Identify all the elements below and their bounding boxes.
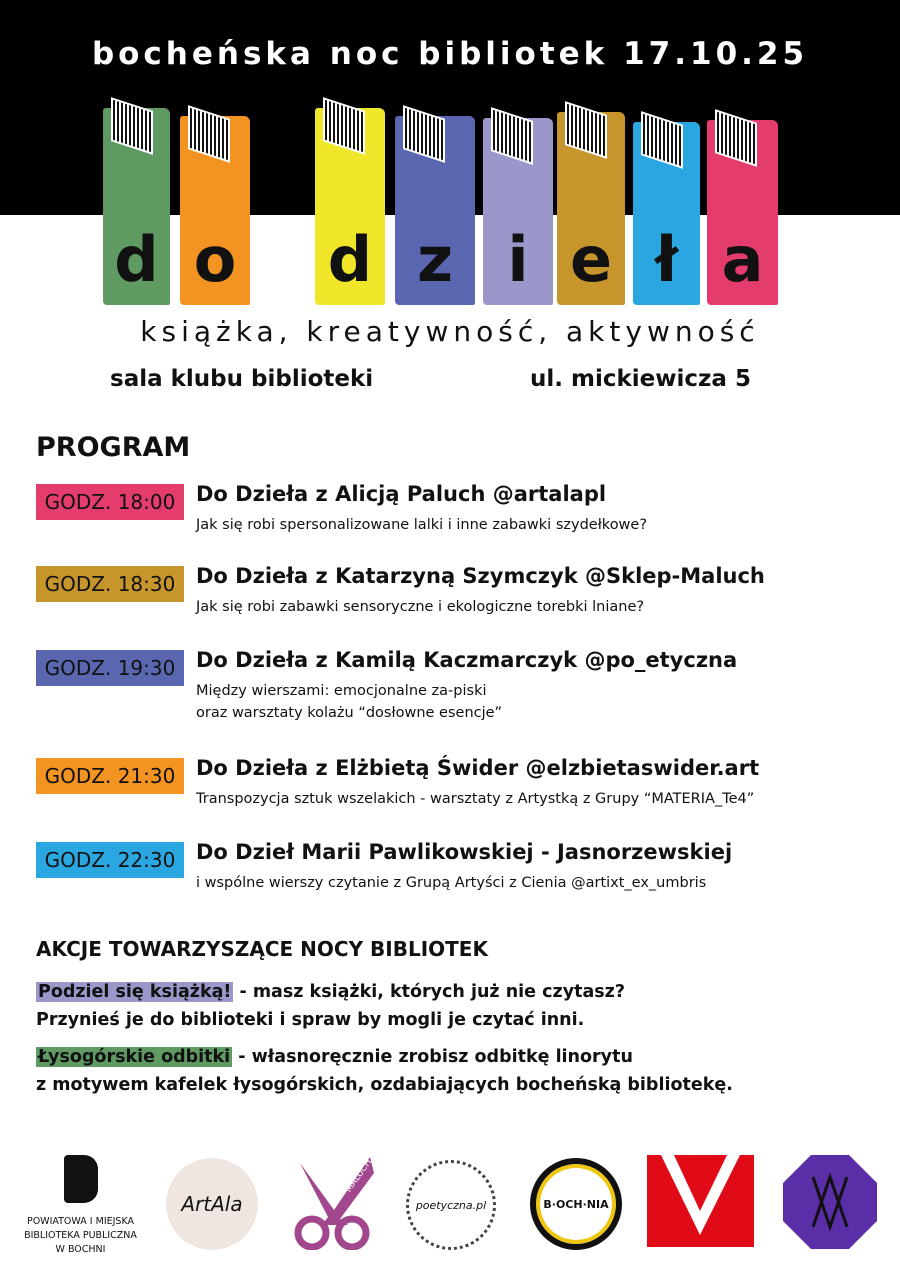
time-badge: GODZ. 21:30 <box>36 758 184 794</box>
logo-letter: d <box>114 223 159 296</box>
session-title: Do Dzieł Marii Pawlikowskiej - Jasnorzewskiej <box>196 840 733 864</box>
time-badge: GODZ. 19:30 <box>36 650 184 686</box>
monogram-icon <box>783 1155 877 1249</box>
session-description: Jak się robi spersonalizowane lalki i inne zabawki szydełkowe? <box>196 517 648 533</box>
session-description: Transpozycja sztuk wszelakich - warsztaty z Artystką z Grupy “MATERIA_Te4” <box>196 791 755 807</box>
time-badge: GODZ. 22:30 <box>36 842 184 878</box>
event-title: bocheńska noc bibliotek 17.10.25 <box>91 36 809 72</box>
library-emblem-icon <box>64 1155 98 1203</box>
program-heading: PROGRAM <box>36 432 191 463</box>
actions-heading: AKCJE TOWARZYSZĄCE NOCY BIBLIOTEK <box>36 937 488 961</box>
book-spine <box>180 116 250 305</box>
book-spine <box>103 108 170 305</box>
action-item <box>36 978 625 1034</box>
action-highlight: Podziel się książką! <box>38 982 232 1002</box>
logo-letter: z <box>416 223 454 296</box>
library-logo <box>18 1155 143 1257</box>
book-spine <box>633 122 700 305</box>
logo-letter: a <box>721 223 764 296</box>
library-name: BIBLIOTEKA PUBLICZNA <box>24 1230 137 1241</box>
action-highlight: Łysogórskie odbitki <box>38 1047 231 1067</box>
artala-logo <box>166 1158 258 1250</box>
logo-letter: o <box>193 223 237 296</box>
poetyczna-logo <box>406 1160 496 1250</box>
book-spine <box>395 116 475 305</box>
book-spine <box>557 112 625 305</box>
time-badge: GODZ. 18:00 <box>36 484 184 520</box>
action-text: - własnoręcznie zrobisz odbitkę linorytu <box>232 1047 633 1067</box>
session-description: Jak się robi zabawki sensoryczne i ekologiczne torebki lniane? <box>196 599 645 615</box>
v-icon <box>647 1155 754 1247</box>
wa-logo <box>783 1155 877 1249</box>
action-text: Przynieś je do biblioteki i spraw by mogli je czytać inni. <box>36 1010 585 1030</box>
book-spine <box>315 108 385 305</box>
action-item <box>36 1043 733 1099</box>
action-text: z motywem kafelek łysogórskich, ozdabiających bocheńską bibliotekę. <box>36 1075 733 1095</box>
red-v-logo <box>647 1155 754 1247</box>
address: ul. mickiewicza 5 <box>530 366 751 392</box>
library-name: W BOCHNI <box>55 1244 106 1255</box>
library-name: POWIATOWA I MIEJSKA <box>26 1216 135 1227</box>
book-spine <box>483 118 553 305</box>
session-description: Między wierszami: emocjonalne za-piski <box>196 683 487 699</box>
session-title: Do Dzieła z Katarzyną Szymczyk @Sklep-Maluch <box>196 564 765 588</box>
poetyczna-text: poetyczna.pl <box>415 1198 487 1212</box>
logo-letter: d <box>327 223 373 296</box>
logo-letter: e <box>569 223 613 296</box>
book-spine <box>707 120 778 305</box>
action-text: - masz książki, których już nie czytasz? <box>233 982 626 1002</box>
session-title: Do Dzieła z Elżbietą Świder @elzbietaswider.art <box>196 756 760 780</box>
maluch-text: MALUCH <box>344 1157 375 1195</box>
logo-letter: ł <box>654 223 678 296</box>
session-title: Do Dzieła z Kamilą Kaczmarczyk @po_etyczna <box>196 648 738 672</box>
artala-text: ArtAla <box>181 1192 243 1216</box>
time-badge: GODZ. 18:30 <box>36 566 184 602</box>
bochnia-logo <box>530 1158 622 1250</box>
bochnia-text: B·OCH·NIA <box>543 1197 609 1211</box>
logo-letter: i <box>507 223 529 296</box>
session-title: Do Dzieła z Alicją Paluch @artalapl <box>196 482 607 506</box>
maluch-logo <box>292 1155 374 1250</box>
venue: sala klubu biblioteki <box>110 366 374 392</box>
session-description: oraz warsztaty kolażu “dosłowne esencje” <box>196 705 503 721</box>
session-description: i wspólne wierszy czytanie z Grupą Artyści z Cienia @artixt_ex_umbris <box>196 875 707 891</box>
subtitle: książka, kreatywność, aktywność <box>140 315 760 348</box>
